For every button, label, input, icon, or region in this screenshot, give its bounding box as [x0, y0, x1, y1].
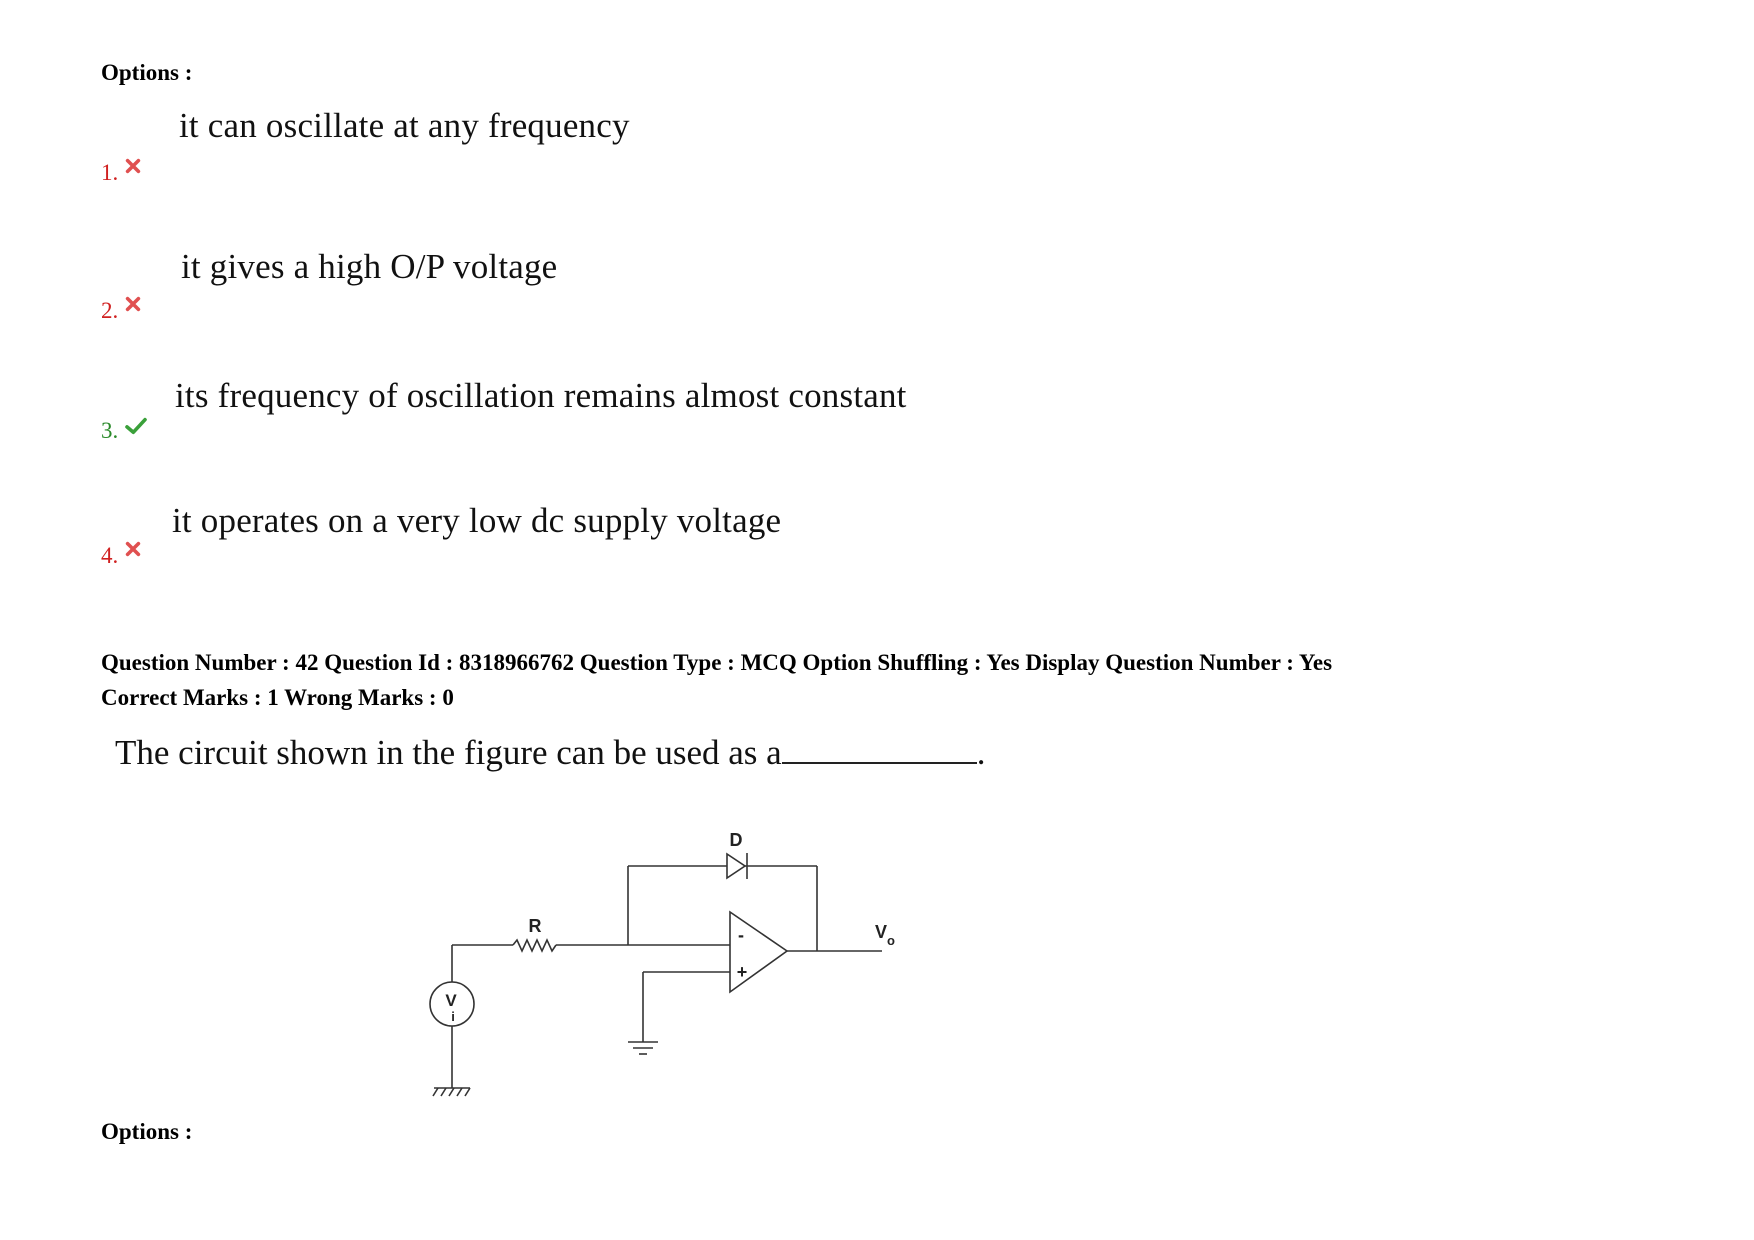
cross-icon: [124, 540, 142, 558]
question-text-body: The circuit shown in the figure can be used as a: [115, 733, 782, 772]
diode-symbol: [727, 854, 745, 878]
question-meta-line-1: Question Number : 42 Question Id : 8318966762 Question Type : MCQ Option Shuffling : Yes Display Question Number : Yes: [101, 650, 1333, 675]
question-meta-line-2: Correct Marks : 1 Wrong Marks : 0: [101, 685, 454, 710]
answer-blank: [782, 734, 977, 764]
resistor-label: R: [528, 916, 542, 936]
options-heading: Options :: [101, 60, 193, 85]
option-3-label: [101, 418, 148, 444]
option-1-number: 1.: [101, 160, 119, 185]
check-icon: [124, 417, 148, 435]
option-4-label: [101, 543, 142, 569]
option-3-text: its frequency of oscillation remains almost constant: [175, 376, 907, 415]
question-text: [115, 733, 985, 773]
option-1-text: it can oscillate at any frequency: [179, 106, 630, 145]
output-voltage-subscript: o: [887, 933, 895, 948]
question-meta: [101, 645, 1332, 715]
source-voltage-subscript: i: [451, 1009, 455, 1024]
option-2-number: 2.: [101, 298, 119, 323]
option-4-text: it operates on a very low dc supply voltage: [172, 501, 782, 540]
next-options-heading: Options :: [101, 1119, 193, 1144]
option-2-label: [101, 298, 142, 324]
option-2-text: it gives a high O/P voltage: [181, 247, 558, 286]
circuit-figure: [410, 820, 910, 1100]
source-voltage-label: V: [445, 991, 457, 1010]
resistor-symbol: [513, 940, 556, 951]
option-3-number: 3.: [101, 418, 119, 443]
output-voltage-label: V: [874, 922, 888, 942]
diode-label: D: [729, 830, 743, 850]
option-1-label: [101, 160, 142, 186]
question-text-end: .: [976, 733, 986, 772]
cross-icon: [124, 157, 142, 175]
inverting-input-label: -: [738, 925, 744, 945]
option-4-number: 4.: [101, 543, 119, 568]
non-inverting-input-label: +: [736, 962, 748, 982]
cross-icon: [124, 295, 142, 313]
